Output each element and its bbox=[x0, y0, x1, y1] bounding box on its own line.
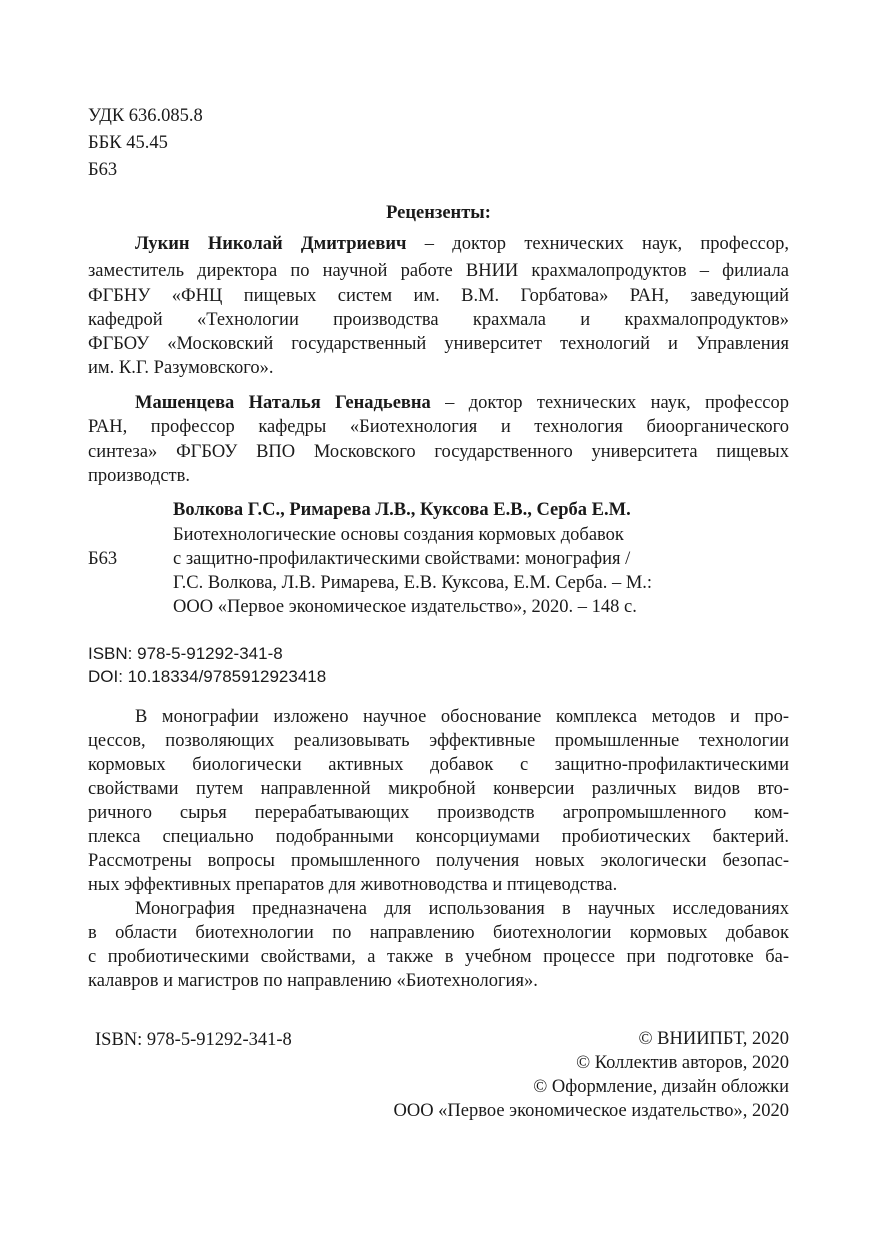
copyright-authors: © Коллектив авторов, 2020 bbox=[576, 1053, 789, 1073]
abstract-p1-line-5: ричного сырья перерабатывающих производств агропромышленного ком- bbox=[88, 803, 789, 823]
reviewer-1-line-4: кафедрой «Технологии производства крахмала и крахмалопродуктов» bbox=[88, 310, 789, 330]
footer-isbn: ISBN: 978-5-91292-341-8 bbox=[95, 1030, 292, 1050]
abstract-p1-line-6: плекса специально подобранными консорциумами пробиотических бактерий. bbox=[88, 827, 789, 847]
abstract-p2-line-4: калавров и магистров по направлению «Биотехнология». bbox=[88, 971, 538, 991]
reviewer-2-line-4: производств. bbox=[88, 466, 191, 486]
bib-line-1: Биотехнологические основы создания кормовых добавок bbox=[173, 525, 624, 545]
bbk-code: ББК 45.45 bbox=[88, 133, 168, 153]
reviewer-1-name: Лукин Николай Дмитриевич bbox=[135, 234, 407, 254]
copyright-publisher: ООО «Первое экономическое издательство», 2020 bbox=[393, 1101, 789, 1121]
reviewer-2-line-1-text: – доктор технических наук, профессор bbox=[430, 393, 789, 413]
reviewer-1-line-6: им. К.Г. Разумовского». bbox=[88, 358, 274, 378]
abstract-p2-line-1: Монография предназначена для использования в научных исследованиях bbox=[135, 899, 789, 919]
copyright-design: © Оформление, дизайн обложки bbox=[533, 1077, 789, 1097]
abstract-p1-line-2: цессов, позволяющих реализовывать эффективные промышленные технологии bbox=[88, 731, 789, 751]
bib-line-4: ООО «Первое экономическое издательство», 2020. – 148 с. bbox=[173, 597, 637, 617]
reviewer-1-line-3: ФГБНУ «ФНЦ пищевых систем им. В.М. Горбатова» РАН, заведующий bbox=[88, 286, 789, 306]
abstract-p1-line-8: ных эффективных препаратов для животноводства и птицеводства. bbox=[88, 875, 618, 895]
bib-authors: Волкова Г.С., Римарева Л.В., Куксова Е.В., Серба Е.М. bbox=[173, 500, 631, 520]
reviewer-1-line-5: ФГБОУ «Московский государственный университет технологий и Управления bbox=[88, 334, 789, 354]
reviewers-title: Рецензенты: bbox=[386, 203, 491, 223]
reviewer-2-name: Машенцева Наталья Генадьевна bbox=[135, 393, 431, 413]
bib-line-2: с защитно-профилактическими свойствами: монография / bbox=[173, 549, 631, 569]
reviewer-1-line-1 bbox=[135, 233, 789, 257]
reviewer-2-line-2: РАН, профессор кафедры «Биотехнология и технология биоорганического bbox=[88, 417, 789, 437]
reviewer-2-line-3: синтеза» ФГБОУ ВПО Московского государственного университета пищевых bbox=[88, 442, 789, 462]
abstract-p1-line-3: кормовых биологически активных добавок с защитно-профилактическими bbox=[88, 755, 789, 775]
abstract-p2-line-3: с пробиотическими свойствами, а также в учебном процессе при подготовке ба- bbox=[88, 947, 789, 967]
reviewer-1-line-1-text: – доктор технических наук, профессор, bbox=[406, 234, 789, 254]
bib-code: Б63 bbox=[88, 549, 118, 569]
author-mark: Б63 bbox=[88, 160, 118, 180]
isbn: ISBN: 978-5-91292-341-8 bbox=[88, 644, 283, 663]
udk-code: УДК 636.085.8 bbox=[88, 106, 203, 126]
abstract-p1-line-7: Рассмотрены вопросы промышленного получения новых экологически безопас- bbox=[88, 851, 789, 871]
abstract-p2-line-2: в области биотехнологии по направлению биотехнологии кормовых добавок bbox=[88, 923, 789, 943]
abstract-p1-line-4: свойствами путем направленной микробной конверсии различных видов вто- bbox=[88, 779, 789, 799]
abstract-p1-line-1: В монографии изложено научное обоснование комплекса методов и про- bbox=[135, 707, 789, 727]
reviewer-2-line-1 bbox=[135, 392, 789, 416]
bib-line-3: Г.С. Волкова, Л.В. Римарева, Е.В. Куксова, Е.М. Серба. – М.: bbox=[173, 573, 653, 593]
copyright-vniipbt: © ВНИИПБТ, 2020 bbox=[638, 1029, 789, 1049]
doi: DOI: 10.18334/9785912923418 bbox=[88, 667, 327, 686]
reviewer-1-line-2: заместитель директора по научной работе ВНИИ крахмалопродуктов – филиала bbox=[88, 261, 789, 281]
